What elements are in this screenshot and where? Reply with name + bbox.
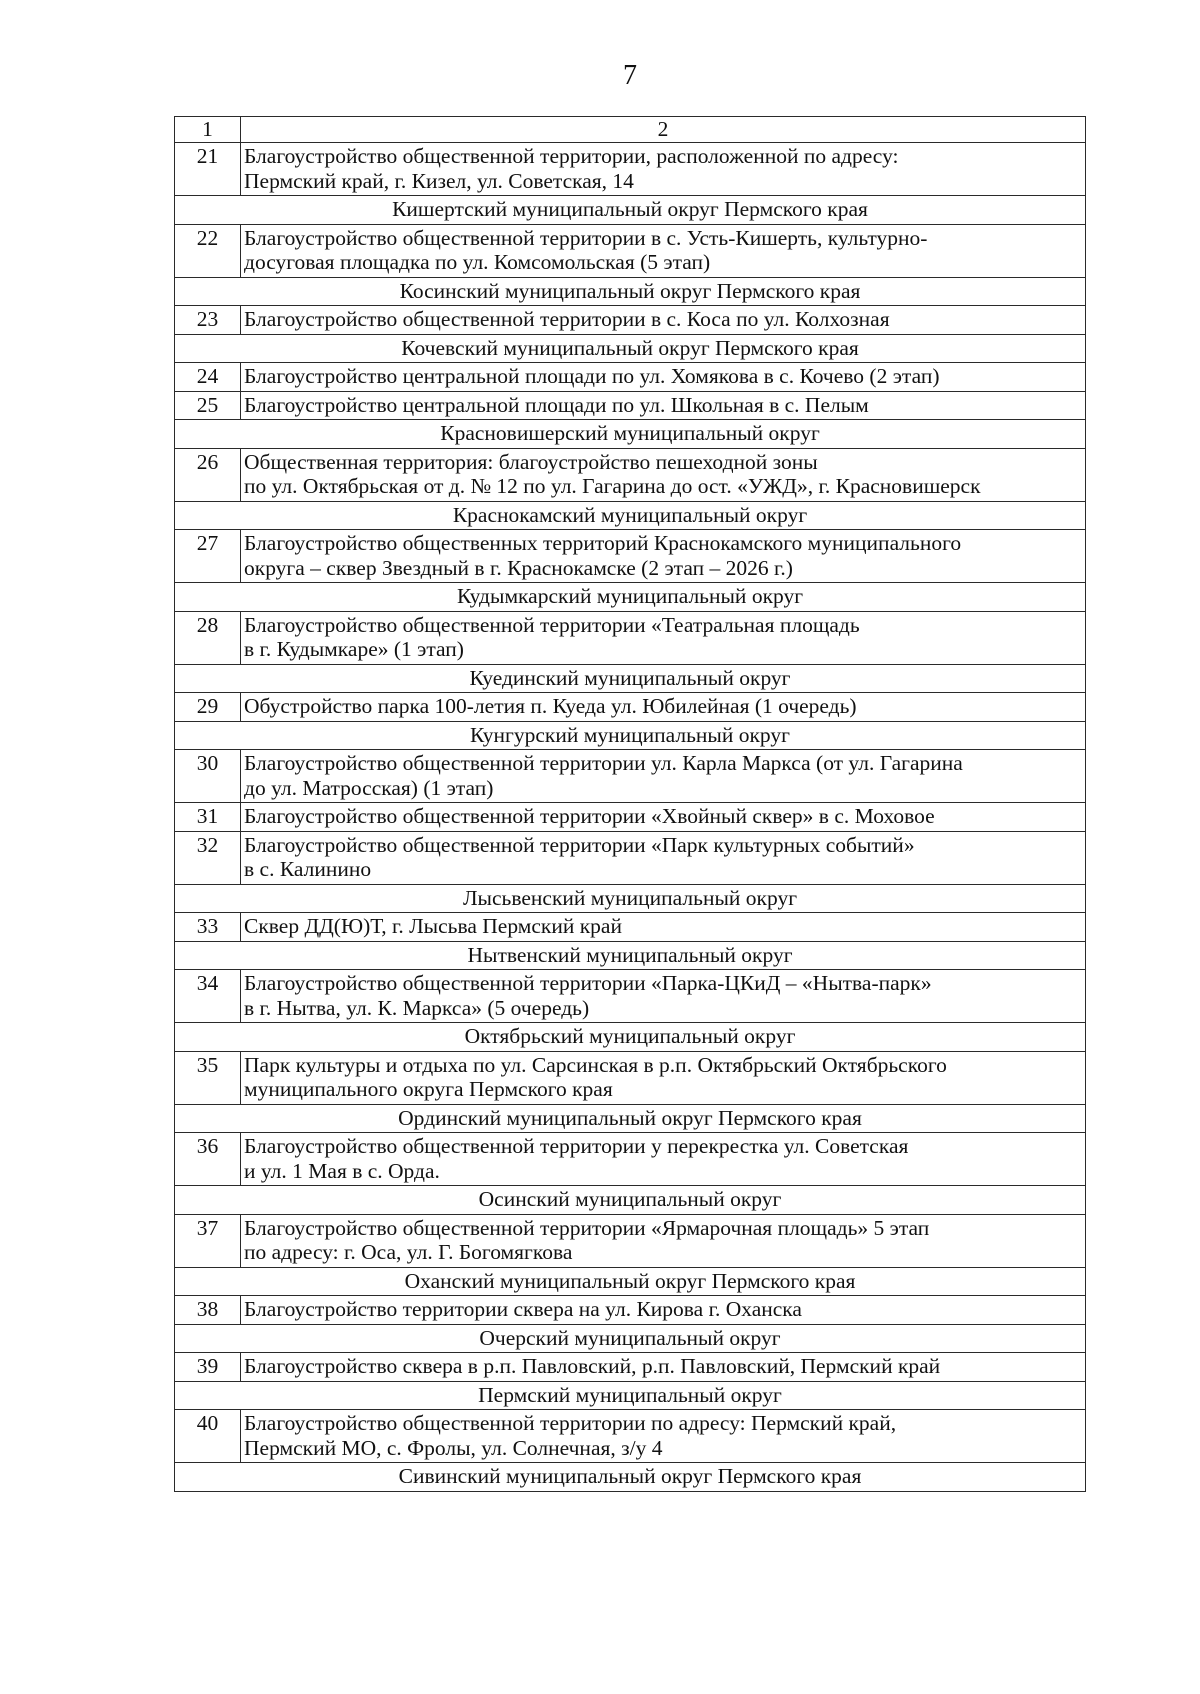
table-row — [175, 1296, 1086, 1325]
row-number: 31 — [175, 803, 241, 832]
row-description: Обустройство парка 100-летия п. Куеда ул. Юбилейная (1 очередь) — [241, 693, 1086, 722]
table-row — [175, 611, 1086, 664]
section-row — [175, 196, 1086, 225]
row-number: 30 — [175, 750, 241, 803]
section-row — [175, 583, 1086, 612]
section-title: Кишертский муниципальный округ Пермского края — [175, 196, 1086, 225]
page-number: 7 — [623, 60, 637, 91]
section-title: Оханский муниципальный округ Пермского края — [175, 1267, 1086, 1296]
row-number: 33 — [175, 913, 241, 942]
row-description: Сквер ДД(Ю)Т, г. Лысьва Пермский край — [241, 913, 1086, 942]
table-row — [175, 1051, 1086, 1104]
table-row — [175, 224, 1086, 277]
section-title: Пермский муниципальный округ — [175, 1381, 1086, 1410]
section-row — [175, 1023, 1086, 1052]
row-number: 35 — [175, 1051, 241, 1104]
section-title: Осинский муниципальный округ — [175, 1186, 1086, 1215]
row-number: 22 — [175, 224, 241, 277]
section-row — [175, 1104, 1086, 1133]
table-row — [175, 750, 1086, 803]
section-title: Красновишерский муниципальный округ — [175, 420, 1086, 449]
section-row — [175, 664, 1086, 693]
row-number: 36 — [175, 1133, 241, 1186]
row-description: Благоустройство центральной площади по ул. Школьная в с. Пелым — [241, 391, 1086, 420]
row-description: Благоустройство сквера в р.п. Павловский, р.п. Павловский, Пермский край — [241, 1353, 1086, 1382]
section-title: Лысьвенский муниципальный округ — [175, 884, 1086, 913]
row-number: 24 — [175, 363, 241, 392]
column-header-number: 1 — [175, 117, 241, 143]
row-description: Благоустройство общественной территории, расположенной по адресу: Пермский край, г. Кизел, ул. Советская, 14 — [241, 143, 1086, 196]
row-description: Общественная территория: благоустройство пешеходной зоны по ул. Октябрьская от д. № 12 по ул. Гагарина до ост. «УЖД», г. Красновишерск — [241, 448, 1086, 501]
table-row — [175, 530, 1086, 583]
row-description: Благоустройство общественной территории «Театральная площадь в г. Кудымкаре» (1 этап) — [241, 611, 1086, 664]
table-header-row — [175, 117, 1086, 143]
section-row — [175, 501, 1086, 530]
section-title: Косинский муниципальный округ Пермского края — [175, 277, 1086, 306]
table-row — [175, 1410, 1086, 1463]
row-number: 29 — [175, 693, 241, 722]
section-title: Ординский муниципальный округ Пермского края — [175, 1104, 1086, 1133]
section-row — [175, 277, 1086, 306]
section-row — [175, 1267, 1086, 1296]
row-number: 38 — [175, 1296, 241, 1325]
section-row — [175, 884, 1086, 913]
section-title: Кудымкарский муниципальный округ — [175, 583, 1086, 612]
section-title: Кочевский муниципальный округ Пермского края — [175, 334, 1086, 363]
row-number: 23 — [175, 306, 241, 335]
table-row — [175, 1214, 1086, 1267]
section-title: Нытвенский муниципальный округ — [175, 941, 1086, 970]
row-description: Благоустройство общественной территории «Ярмарочная площадь» 5 этап по адресу: г. Оса, ул. Г. Богомягкова — [241, 1214, 1086, 1267]
section-title: Очерский муниципальный округ — [175, 1324, 1086, 1353]
row-number: 21 — [175, 143, 241, 196]
row-number: 26 — [175, 448, 241, 501]
section-title: Октябрьский муниципальный округ — [175, 1023, 1086, 1052]
row-description: Благоустройство общественной территории в с. Усть-Кишерть, культурно- досуговая площадка по ул. Комсомольская (5 этап) — [241, 224, 1086, 277]
table-row — [175, 306, 1086, 335]
row-description: Благоустройство общественной территории в с. Коса по ул. Колхозная — [241, 306, 1086, 335]
section-title: Сивинский муниципальный округ Пермского края — [175, 1463, 1086, 1492]
section-row — [175, 1463, 1086, 1492]
table-row — [175, 831, 1086, 884]
section-row — [175, 1324, 1086, 1353]
section-row — [175, 1186, 1086, 1215]
table-row — [175, 693, 1086, 722]
table-row — [175, 803, 1086, 832]
row-description: Благоустройство общественной территории по адресу: Пермский край, Пермский МО, с. Фролы, ул. Солнечная, з/у 4 — [241, 1410, 1086, 1463]
table-row — [175, 143, 1086, 196]
section-title: Кунгурский муниципальный округ — [175, 721, 1086, 750]
row-description: Благоустройство центральной площади по ул. Хомякова в с. Кочево (2 этап) — [241, 363, 1086, 392]
table-row — [175, 448, 1086, 501]
section-row — [175, 1381, 1086, 1410]
row-description: Благоустройство общественной территории у перекрестка ул. Советская и ул. 1 Мая в с. Орда. — [241, 1133, 1086, 1186]
row-description: Благоустройство территории сквера на ул. Кирова г. Оханска — [241, 1296, 1086, 1325]
section-row — [175, 420, 1086, 449]
section-row — [175, 721, 1086, 750]
section-title: Краснокамский муниципальный округ — [175, 501, 1086, 530]
projects-table — [174, 116, 1086, 1492]
row-number: 32 — [175, 831, 241, 884]
row-number: 34 — [175, 970, 241, 1023]
section-row — [175, 334, 1086, 363]
table-row — [175, 363, 1086, 392]
row-description: Благоустройство общественной территории «Хвойный сквер» в с. Моховое — [241, 803, 1086, 832]
row-number: 37 — [175, 1214, 241, 1267]
column-header-description: 2 — [241, 117, 1086, 143]
row-number: 25 — [175, 391, 241, 420]
row-description: Благоустройство общественных территорий Краснокамского муниципального округа – сквер Звездный в г. Краснокамске (2 этап – 2026 г.) — [241, 530, 1086, 583]
table-row — [175, 1133, 1086, 1186]
row-number: 28 — [175, 611, 241, 664]
row-number: 39 — [175, 1353, 241, 1382]
section-title: Куединский муниципальный округ — [175, 664, 1086, 693]
table-row — [175, 970, 1086, 1023]
row-description: Благоустройство общественной территории ул. Карла Маркса (от ул. Гагарина до ул. Матросская) (1 этап) — [241, 750, 1086, 803]
section-row — [175, 941, 1086, 970]
table-row — [175, 913, 1086, 942]
row-description: Благоустройство общественной территории «Парка-ЦКиД – «Нытва-парк» в г. Нытва, ул. К. Маркса» (5 очередь) — [241, 970, 1086, 1023]
row-number: 40 — [175, 1410, 241, 1463]
table-row — [175, 1353, 1086, 1382]
table-body — [175, 117, 1086, 1492]
table-row — [175, 391, 1086, 420]
row-description: Благоустройство общественной территории «Парк культурных событий» в с. Калинино — [241, 831, 1086, 884]
row-description: Парк культуры и отдыха по ул. Сарсинская в р.п. Октябрьский Октябрьского муниципального округа Пермского края — [241, 1051, 1086, 1104]
row-number: 27 — [175, 530, 241, 583]
